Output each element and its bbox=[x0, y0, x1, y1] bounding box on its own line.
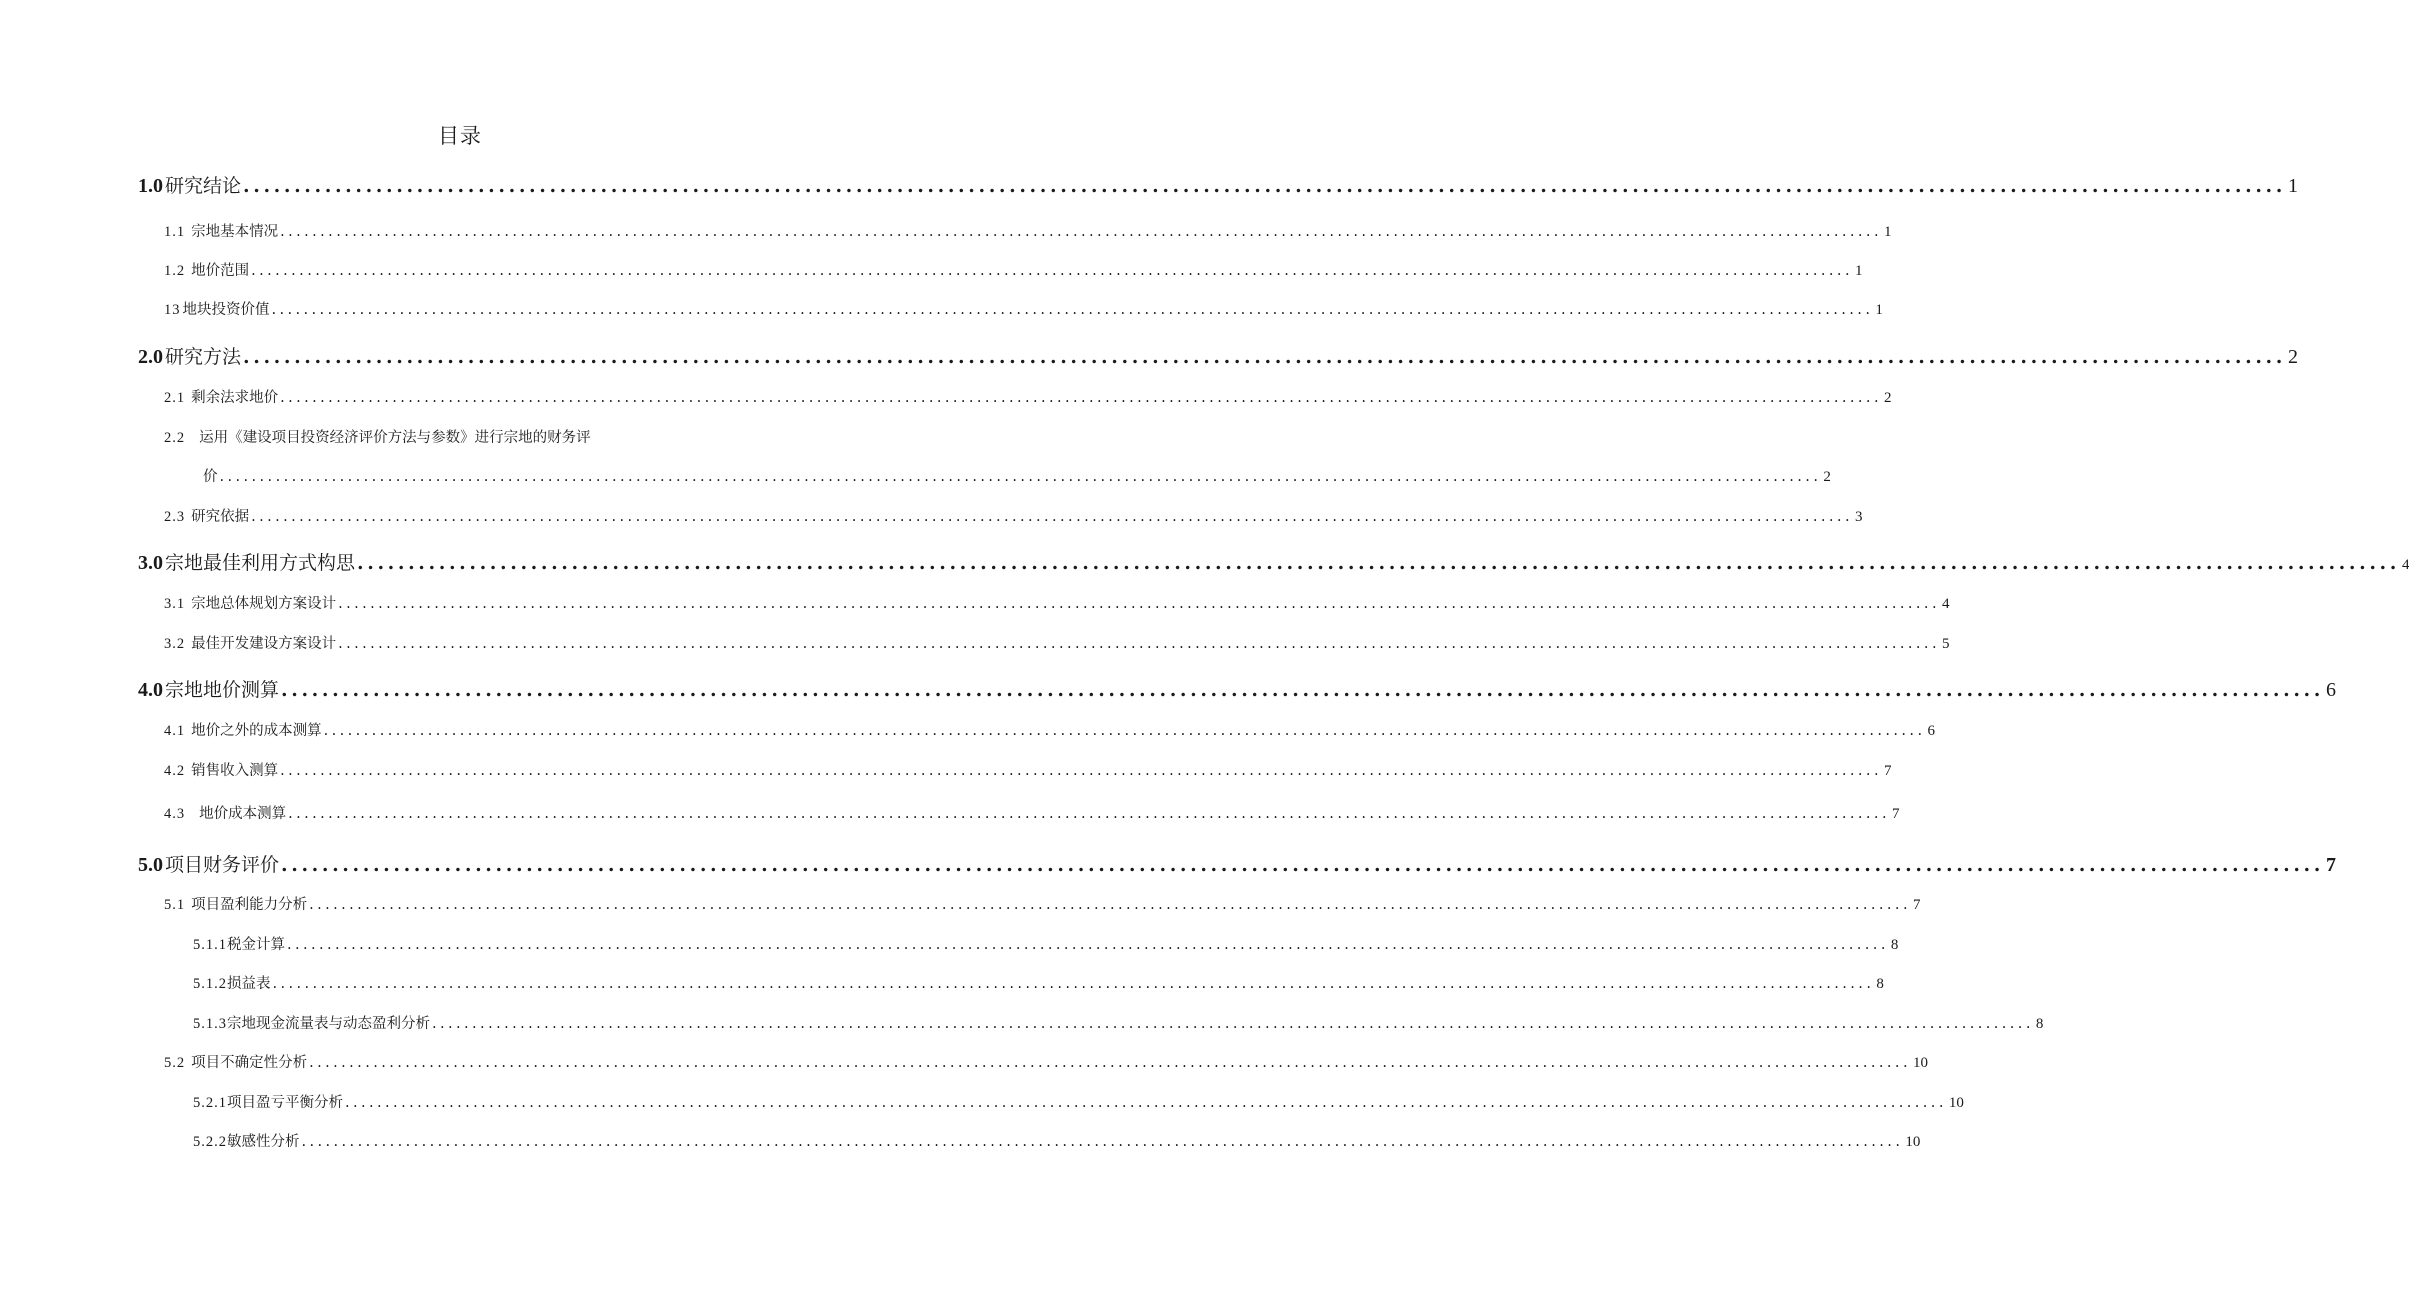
toc-entry-number: 5.2.2 bbox=[193, 1134, 227, 1150]
toc-entry-number: 3.1 bbox=[164, 596, 186, 612]
toc-entry-number: 5.1.1 bbox=[193, 937, 227, 953]
toc-entry-label: 税金计算 bbox=[227, 937, 285, 953]
dot-leader: ........................................................................................................................................................................................................ bbox=[338, 636, 1940, 652]
toc-entry-page: 4 bbox=[2401, 557, 2409, 573]
toc-entry-label: 项目盈亏平衡分析 bbox=[227, 1095, 343, 1111]
toc-entry-page: 7 bbox=[1891, 806, 1900, 822]
toc-entry-label: 项目财务评价 bbox=[165, 854, 280, 876]
toc-entry-label: 宗地基本情况 bbox=[191, 224, 279, 240]
toc-entry-number: 1.2 bbox=[164, 263, 186, 279]
toc-entry-5-1-1[interactable] bbox=[193, 933, 1899, 954]
dot-leader: ........................................................................................................................................................................................................ bbox=[281, 679, 2324, 701]
toc-entry-page: 6 bbox=[2325, 679, 2336, 701]
toc-entry-number: 5.0 bbox=[138, 854, 163, 876]
toc-entry-number: 5.2.1 bbox=[193, 1095, 227, 1111]
dot-leader: ........................................................................................................................................................................................................ bbox=[357, 552, 2400, 574]
toc-entry-5-1[interactable] bbox=[164, 893, 1921, 914]
toc-entry-page: 6 bbox=[1927, 723, 1935, 739]
dot-leader: ........................................................................................................................................................................................................ bbox=[219, 469, 1822, 485]
toc-entry-2-2-line2[interactable] bbox=[203, 465, 1831, 486]
toc-entry-number: 4.1 bbox=[164, 723, 186, 739]
toc-entry-3-1[interactable] bbox=[164, 592, 1950, 613]
toc-entry-label: 运用《建设项目投资经济评价方法与参数》进行宗地的财务评 bbox=[199, 430, 591, 446]
toc-entry-label: 地块投资价值 bbox=[182, 302, 270, 318]
toc-entry-5-1-2[interactable] bbox=[193, 972, 1884, 993]
toc-entry-5-2[interactable] bbox=[164, 1051, 1928, 1072]
toc-entry-page: 1 bbox=[1875, 302, 1883, 318]
toc-entry-page: 7 bbox=[2325, 854, 2336, 876]
toc-entry-page: 1 bbox=[1883, 224, 1892, 240]
toc-entry-label-continued: 价 bbox=[203, 469, 218, 485]
toc-title: 目录 bbox=[438, 124, 482, 148]
dot-leader: ........................................................................................................................................................................................................ bbox=[287, 937, 1889, 953]
toc-entry-1-0[interactable] bbox=[138, 171, 2298, 198]
toc-entry-page: 2 bbox=[2287, 346, 2298, 368]
toc-entry-label: 研究结论 bbox=[165, 175, 242, 197]
toc-entry-label: 地价成本测算 bbox=[199, 806, 287, 822]
toc-entry-page: 10 bbox=[1905, 1134, 1921, 1150]
toc-entry-4-0[interactable] bbox=[138, 675, 2336, 702]
dot-leader: ........................................................................................................................................................................................................ bbox=[272, 976, 1875, 992]
toc-entry-number: 2.3 bbox=[164, 509, 186, 525]
toc-entry-label: 宗地最佳利用方式构思 bbox=[165, 552, 356, 574]
toc-entry-page: 2 bbox=[1883, 390, 1892, 406]
dot-leader: ........................................................................................................................................................................................................ bbox=[280, 390, 1882, 406]
toc-entry-label: 地价范围 bbox=[191, 263, 250, 279]
dot-leader: ........................................................................................................................................................................................................ bbox=[338, 596, 1940, 612]
toc-entry-page: 1 bbox=[1854, 263, 1863, 279]
toc-entry-5-0[interactable] bbox=[138, 850, 2336, 877]
toc-entry-label: 项目不确定性分析 bbox=[191, 1055, 308, 1071]
toc-entry-number: 1.0 bbox=[138, 175, 163, 197]
toc-entry-page: 3 bbox=[1854, 509, 1863, 525]
toc-entry-label: 销售收入测算 bbox=[191, 763, 279, 779]
dot-leader: ........................................................................................................................................................................................................ bbox=[309, 1055, 1911, 1071]
toc-entry-number: 4.3 bbox=[164, 806, 186, 822]
toc-entry-5-2-1[interactable] bbox=[193, 1091, 1964, 1112]
toc-entry-1-3[interactable] bbox=[164, 298, 1883, 319]
dot-leader: ........................................................................................................................................................................................................ bbox=[281, 854, 2324, 876]
toc-entry-number: 2.0 bbox=[138, 346, 163, 368]
dot-leader: ........................................................................................................................................................................................................ bbox=[251, 509, 1853, 525]
toc-entry-number: 13 bbox=[164, 302, 181, 318]
toc-entry-page: 1 bbox=[2287, 175, 2298, 197]
toc-entry-number: 5.1 bbox=[164, 897, 186, 913]
dot-leader: ........................................................................................................................................................................................................ bbox=[288, 806, 1890, 822]
toc-entry-label: 项目盈利能力分析 bbox=[191, 897, 308, 913]
toc-entry-number: 1.1 bbox=[164, 224, 186, 240]
dot-leader: ........................................................................................................................................................................................................ bbox=[271, 302, 1874, 318]
toc-entry-number: 5.2 bbox=[164, 1055, 186, 1071]
toc-entry-label: 研究方法 bbox=[165, 346, 242, 368]
toc-entry-1-1[interactable] bbox=[164, 220, 1892, 241]
dot-leader: ........................................................................................................................................................................................................ bbox=[243, 175, 2286, 197]
toc-entry-5-1-3[interactable] bbox=[193, 1012, 2044, 1033]
toc-entry-number: 4.2 bbox=[164, 763, 186, 779]
toc-entry-page: 2 bbox=[1823, 469, 1831, 485]
toc-entry-2-1[interactable] bbox=[164, 386, 1892, 407]
dot-leader: ........................................................................................................................................................................................................ bbox=[432, 1016, 2034, 1032]
toc-entry-page: 7 bbox=[1912, 897, 1921, 913]
toc-entry-label: 剩余法求地价 bbox=[191, 390, 279, 406]
dot-leader: ........................................................................................................................................................................................................ bbox=[309, 897, 1911, 913]
dot-leader: ........................................................................................................................................................................................................ bbox=[280, 224, 1882, 240]
toc-entry-label: 最佳开发建设方案设计 bbox=[191, 636, 337, 652]
toc-entry-number: 3.0 bbox=[138, 552, 163, 574]
toc-entry-label: 损益表 bbox=[227, 976, 271, 992]
toc-entry-page: 10 bbox=[1912, 1055, 1928, 1071]
toc-entry-4-1[interactable] bbox=[164, 719, 1935, 740]
toc-entry-number: 4.0 bbox=[138, 679, 163, 701]
dot-leader: ........................................................................................................................................................................................................ bbox=[251, 263, 1853, 279]
dot-leader: ........................................................................................................................................................................................................ bbox=[301, 1134, 1904, 1150]
toc-entry-page: 8 bbox=[2035, 1016, 2044, 1032]
toc-entry-3-2[interactable] bbox=[164, 632, 1950, 653]
toc-entry-number: 5.1.2 bbox=[193, 976, 227, 992]
toc-entry-2-0[interactable] bbox=[138, 342, 2298, 369]
toc-entry-number: 2.1 bbox=[164, 390, 186, 406]
toc-entry-label: 研究依据 bbox=[191, 509, 250, 525]
dot-leader: ........................................................................................................................................................................................................ bbox=[323, 723, 1926, 739]
toc-entry-number: 3.2 bbox=[164, 636, 186, 652]
toc-entry-page: 7 bbox=[1883, 763, 1892, 779]
toc-entry-1-2[interactable] bbox=[164, 259, 1863, 280]
toc-entry-2-3[interactable] bbox=[164, 505, 1863, 526]
toc-entry-5-2-2[interactable] bbox=[193, 1130, 1921, 1151]
toc-entry-page: 10 bbox=[1948, 1095, 1964, 1111]
dot-leader: ........................................................................................................................................................................................................ bbox=[243, 346, 2286, 368]
toc-entry-page: 5 bbox=[1941, 636, 1950, 652]
toc-entry-3-0[interactable] bbox=[138, 548, 2409, 575]
toc-entry-2-2-line1[interactable] bbox=[164, 426, 591, 447]
toc-entry-4-2[interactable] bbox=[164, 759, 1892, 780]
toc-entry-page: 4 bbox=[1941, 596, 1950, 612]
toc-entry-page: 8 bbox=[1876, 976, 1884, 992]
toc-entry-label: 地价之外的成本测算 bbox=[191, 723, 322, 739]
toc-entry-page: 8 bbox=[1890, 937, 1899, 953]
toc-entry-number: 5.1.3 bbox=[193, 1016, 227, 1032]
toc-entry-label: 宗地地价测算 bbox=[165, 679, 280, 701]
toc-entry-label: 敏感性分析 bbox=[227, 1134, 300, 1150]
dot-leader: ........................................................................................................................................................................................................ bbox=[280, 763, 1882, 779]
toc-entry-number: 2.2 bbox=[164, 430, 186, 446]
dot-leader: ........................................................................................................................................................................................................ bbox=[345, 1095, 1947, 1111]
toc-entry-4-3[interactable] bbox=[164, 802, 1900, 823]
toc-entry-label: 宗地现金流量表与动态盈利分析 bbox=[227, 1016, 430, 1032]
toc-entry-label: 宗地总体规划方案设计 bbox=[191, 596, 337, 612]
